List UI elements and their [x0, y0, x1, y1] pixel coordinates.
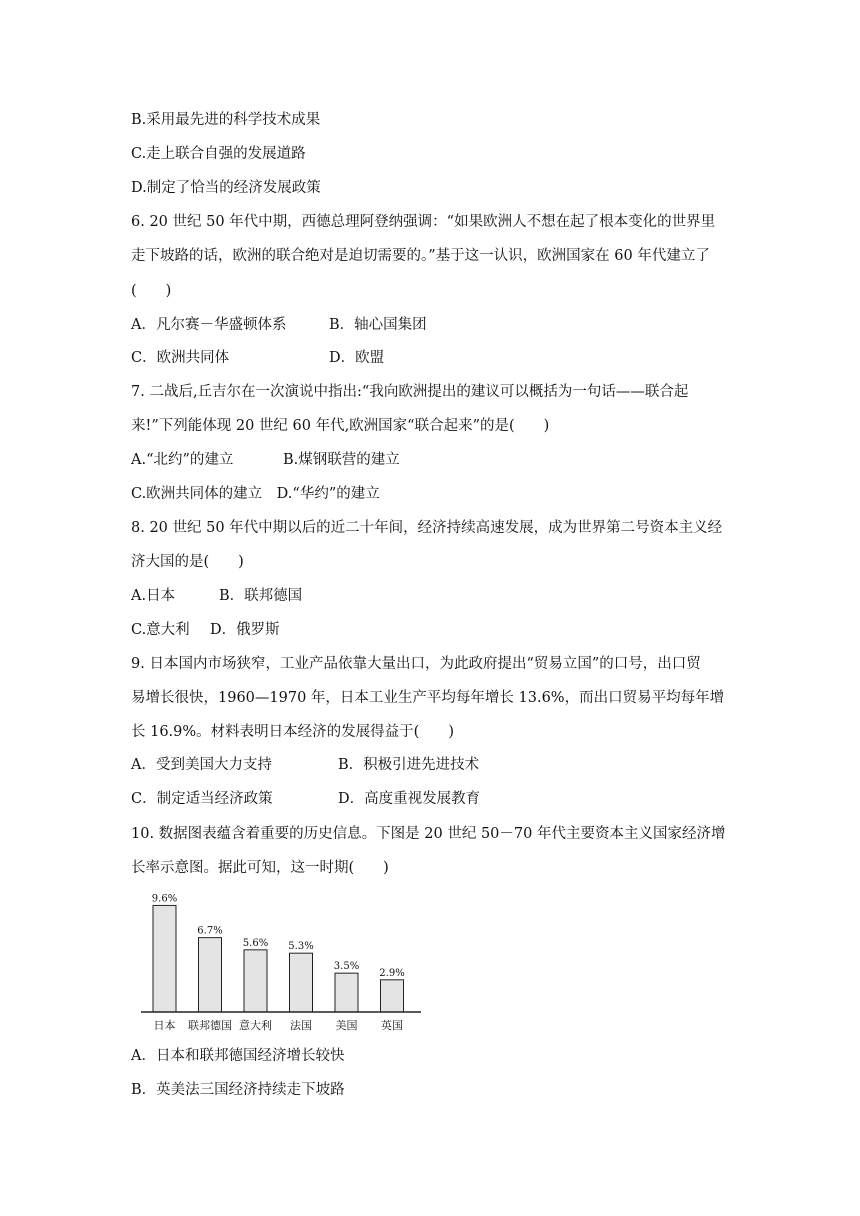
option-7a: A.“北约”的建立 — [131, 452, 234, 468]
option-6c: C．欧洲共同体 — [131, 350, 230, 366]
bar-0 — [153, 905, 176, 1012]
option-7c-7d: C.欧洲共同体的建立 D.“华约”的建立 — [131, 486, 380, 502]
bar-4 — [335, 973, 358, 1012]
option-6b: B．轴心国集团 — [329, 317, 427, 333]
option-7b: B.煤钢联营的建立 — [283, 452, 400, 468]
option-9c: C．制定适当经济政策 — [131, 791, 273, 807]
question-10-line-2: 长率示意图。据此可知，这一时期( ) — [131, 860, 389, 876]
category-label: 法国 — [290, 1019, 312, 1032]
option-8d: D．俄罗斯 — [210, 622, 280, 638]
category-label: 日本 — [153, 1019, 176, 1032]
bar-value-label: 9.6% — [151, 893, 178, 905]
category-label: 英国 — [381, 1019, 403, 1032]
category-label: 联邦德国 — [188, 1019, 232, 1032]
option-9a: A．受到美国大力支持 — [131, 757, 272, 773]
option-5b: B.采用最先进的科学技术成果 — [131, 112, 321, 128]
option-6a: A．凡尔赛－华盛顿体系 — [131, 317, 287, 333]
question-9-line-3: 长 16.9%。材料表明日本经济的发展得益于( ) — [131, 724, 454, 740]
question-6-line-1: 6. 20 世纪 50 年代中期，西德总理阿登纳强调：“如果欧洲人不想在起了根本变化的世界里 — [131, 214, 716, 230]
bar-value-label: 6.7% — [197, 925, 223, 937]
question-9-line-2: 易增长很快，1960—1970 年，日本工业生产平均每年增长 13.6%，而出口贸易平均每年增 — [131, 690, 725, 706]
option-8c: C.意大利 — [131, 622, 190, 638]
question-6-line-3: ( ) — [131, 283, 172, 299]
option-10a: A．日本和联邦德国经济增长较快 — [131, 1048, 345, 1064]
option-8b: B．联邦德国 — [219, 588, 303, 604]
bar-value-label: 5.6% — [242, 937, 269, 949]
bar-1 — [199, 938, 222, 1012]
question-9-line-1: 9. 日本国内市场狭窄，工业产品依靠大量出口，为此政府提出“贸易立国”的口号，出口贸 — [131, 656, 701, 672]
option-6d: D．欧盟 — [329, 350, 385, 366]
growth-rate-bar-chart — [131, 886, 431, 1034]
option-10b: B．英美法三国经济持续走下坡路 — [131, 1082, 345, 1098]
question-8-line-2: 济大国的是( ) — [131, 554, 244, 570]
bar-5 — [381, 980, 404, 1012]
question-7-line-1: 7. 二战后,丘吉尔在一次演说中指出:“我向欧洲提出的建议可以概括为一句话——联合起 — [131, 384, 689, 400]
category-label: 美国 — [335, 1019, 358, 1032]
question-8-line-1: 8. 20 世纪 50 年代中期以后的近二十年间，经济持续高速发展，成为世界第二号资本主义经 — [131, 520, 723, 536]
option-5d: D.制定了恰当的经济发展政策 — [131, 180, 321, 196]
bar-value-label: 5.3% — [288, 941, 314, 953]
question-10-line-1: 10. 数据图表蕴含着重要的历史信息。下图是 20 世纪 50－70 年代主要资本主义国家经济增 — [131, 826, 726, 842]
bar-2 — [244, 950, 267, 1012]
bar-value-label: 2.9% — [379, 967, 405, 979]
question-7-line-2: 来!”下列能体现 20 世纪 60 年代,欧洲国家“联合起来”的是( ) — [131, 418, 550, 434]
bar-value-label: 3.5% — [333, 961, 360, 973]
option-9d: D．高度重视发展教育 — [338, 791, 481, 807]
option-8a: A.日本 — [131, 588, 176, 604]
question-6-line-2: 走下坡路的话，欧洲的联合绝对是迫切需要的。”基于这一认识，欧洲国家在 60 年代建立了 — [131, 248, 710, 264]
option-5c: C.走上联合自强的发展道路 — [131, 146, 306, 162]
bar-3 — [290, 953, 313, 1012]
option-9b: B．积极引进先进技术 — [338, 757, 480, 773]
category-label: 意大利 — [239, 1019, 272, 1032]
